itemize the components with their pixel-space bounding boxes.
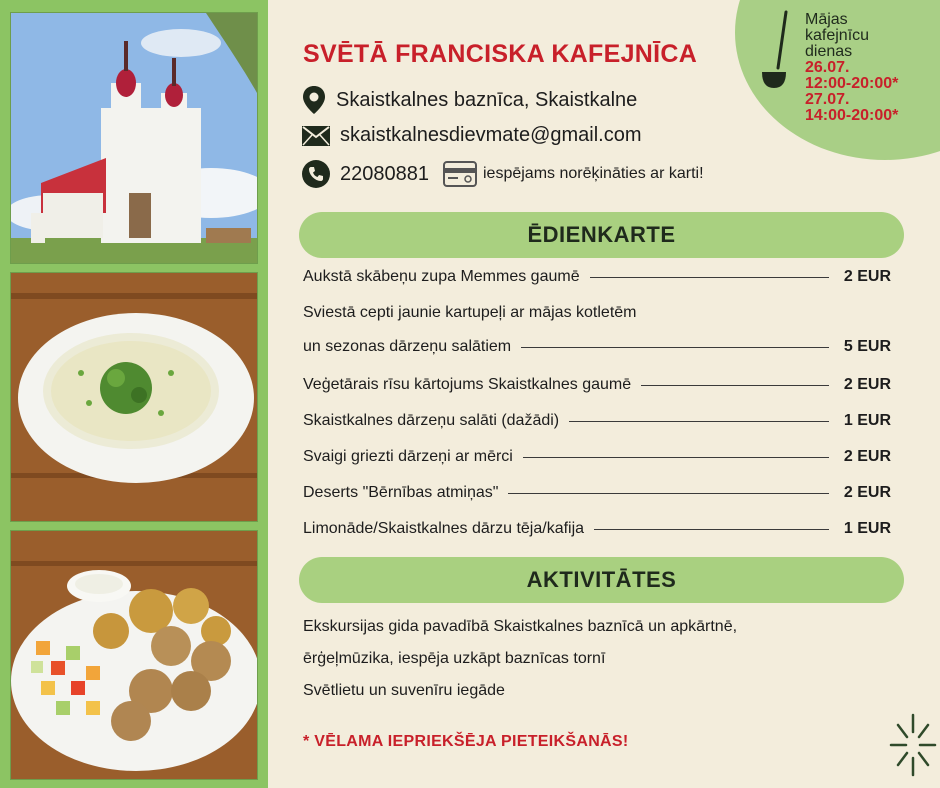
envelope-icon <box>302 126 330 146</box>
leader-line <box>569 421 829 422</box>
menu-item-price: 1 EUR <box>843 520 891 537</box>
leader-line <box>523 457 829 458</box>
badge-line3: dienas <box>805 43 853 60</box>
badge-text <box>805 12 898 124</box>
menu-item <box>303 518 891 540</box>
leader-line <box>521 347 829 348</box>
menu-item-price: 2 EUR <box>843 484 891 501</box>
phone-icon <box>302 160 330 188</box>
badge-line1: Mājas <box>805 11 848 28</box>
menu-item-name: Limonāde/Skaistkalnes dārzu tēja/kafija <box>303 520 585 537</box>
menu-item-name-line1: Sviestā cepti jaunie kartupeļi ar mājas kotletēm <box>303 304 637 321</box>
menu-item-name: Veģetārais rīsu kārtojums Skaistkalnes gaumē <box>303 376 632 393</box>
menu-item-name: Svaigi griezti dārzeņi ar mērci <box>303 448 513 465</box>
email-link[interactable]: skaistkalnesdievmate@gmail.com <box>340 124 642 146</box>
leader-line <box>590 277 829 278</box>
menu-item-name: Skaistkalnes dārzeņu salāti (dažādi) <box>303 412 560 429</box>
activity-line: ērģeļmūzika, iespēja uzkāpt baznīcas tornī <box>303 650 606 667</box>
registration-note: * VĒLAMA IEPRIEKŠĒJA PIETEIKŠANĀS! <box>303 733 629 750</box>
photo-column <box>0 0 268 788</box>
card-payment-note: iespējams norēķināties ar karti! <box>482 165 704 182</box>
menu-item-price: 1 EUR <box>843 412 891 429</box>
badge-time2: 14:00-20:00* <box>805 107 899 124</box>
leader-line <box>508 493 829 494</box>
menu-item-name: Aukstā skābeņu zupa Memmes gaumē <box>303 268 580 285</box>
leader-line <box>641 385 829 386</box>
activity-line: Ekskursijas gida pavadībā Skaistkalnes baznīcā un apkārtnē, <box>303 618 738 635</box>
menu-item <box>303 266 891 288</box>
menu-item-name: Deserts "Bērnības atmiņas" <box>303 484 499 501</box>
menu-heading: ĒDIENKARTE <box>299 212 904 258</box>
address-row <box>302 85 637 115</box>
menu-item-name: un sezonas dārzeņu salātiem <box>303 338 512 355</box>
leader-line <box>594 529 829 530</box>
location-pin-icon <box>302 85 326 115</box>
menu-item <box>303 374 891 396</box>
menu-item <box>303 482 891 504</box>
address-text: Skaistkalnes baznīca, Skaistkalne <box>336 88 638 111</box>
potatoes-photo <box>10 530 258 780</box>
credit-card-icon <box>443 161 477 187</box>
sparkle-icon <box>888 710 938 780</box>
menu-item <box>303 410 891 432</box>
menu-item <box>303 446 891 468</box>
email-row <box>302 124 642 147</box>
menu-list <box>303 266 891 540</box>
activity-line: Svētlietu un suvenīru iegāde <box>303 682 505 699</box>
ladle-icon <box>758 10 798 90</box>
phone-row <box>302 160 704 188</box>
soup-photo <box>10 272 258 522</box>
badge-date1: 26.07. <box>805 59 850 76</box>
activities-heading: AKTIVITĀTES <box>299 557 904 603</box>
menu-item-price: 5 EUR <box>843 338 891 355</box>
badge-time1: 12:00-20:00* <box>805 75 899 92</box>
page-title: SVĒTĀ FRANCISKA KAFEJNĪCA <box>303 40 698 68</box>
activities-list <box>303 616 737 712</box>
badge-line2: kafejnīcu <box>805 27 870 44</box>
phone-number[interactable]: 22080881 <box>340 162 429 185</box>
menu-item-price: 2 EUR <box>843 448 891 465</box>
church-photo <box>10 12 258 264</box>
menu-item-price: 2 EUR <box>843 268 891 285</box>
menu-item-price: 2 EUR <box>843 376 891 393</box>
menu-item <box>303 336 891 358</box>
badge-date2: 27.07. <box>805 91 850 108</box>
